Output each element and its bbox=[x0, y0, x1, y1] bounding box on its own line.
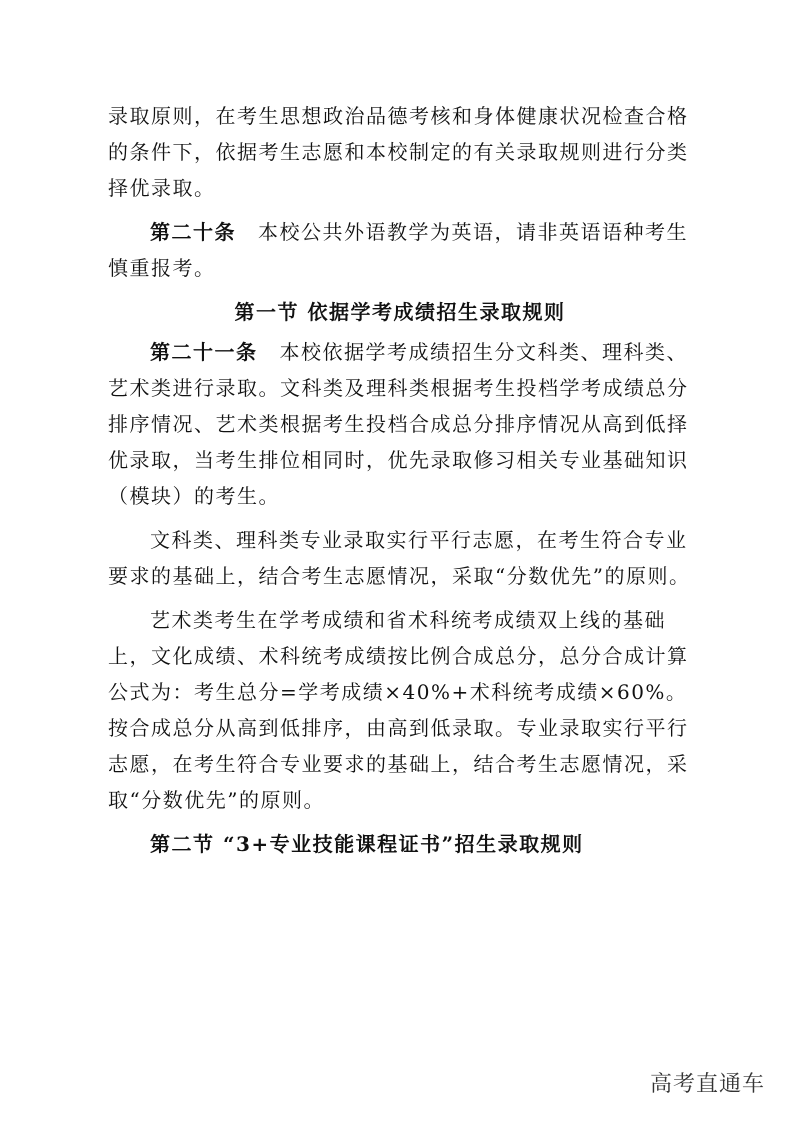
document-body bbox=[108, 98, 692, 866]
section-1-title: 第一节 依据学考成绩招生录取规则 bbox=[234, 300, 566, 324]
paragraph-liberal-science: 文科类、理科类专业录取实行平行志愿，在考生符合专业要求的基础上，结合考生志愿情况，采取“分数优先”的原则。 bbox=[108, 528, 691, 588]
article-21-text: 本校依据学考成绩招生分文科类、理科类、艺术类进行录取。文科类及理科类根据考生投档学考成绩总分排序情况、艺术类根据考生投档合成总分排序情况从高到低择优录取，当考生排位相同时，优先录取修习相关专业基础知识（模块）的考生。 bbox=[108, 340, 689, 508]
paragraph-art: 艺术类考生在学考成绩和省术科统考成绩双上线的基础上，文化成绩、术科统考成绩按比例合成总分，总分合成计算公式为：考生总分=学考成绩×40%+术科统考成绩×60%。按合成总分从高到低排序，由高到低录取。专业录取实行平行志愿，在考生符合专业要求的基础上，结合考生志愿情况，采取“分数优先”的原则。 bbox=[108, 608, 689, 812]
watermark-text: 高考直通车 bbox=[649, 1072, 765, 1097]
article-20 bbox=[108, 214, 692, 286]
article-20-text: 本校公共外语教学为英语，请非英语语种考生慎重报考。 bbox=[108, 220, 688, 280]
article-20-label: 第二十条 bbox=[150, 220, 236, 244]
article-21 bbox=[108, 334, 692, 514]
section-2-title: 第二节 “3+专业技能课程证书”招生录取规则 bbox=[150, 832, 584, 856]
paragraph-continued: 录取原则，在考生思想政治品德考核和身体健康状况检查合格的条件下，依据考生志愿和本校制定的有关录取规则进行分类择优录取。 bbox=[108, 104, 689, 200]
article-21-label: 第二十一条 bbox=[150, 340, 258, 364]
